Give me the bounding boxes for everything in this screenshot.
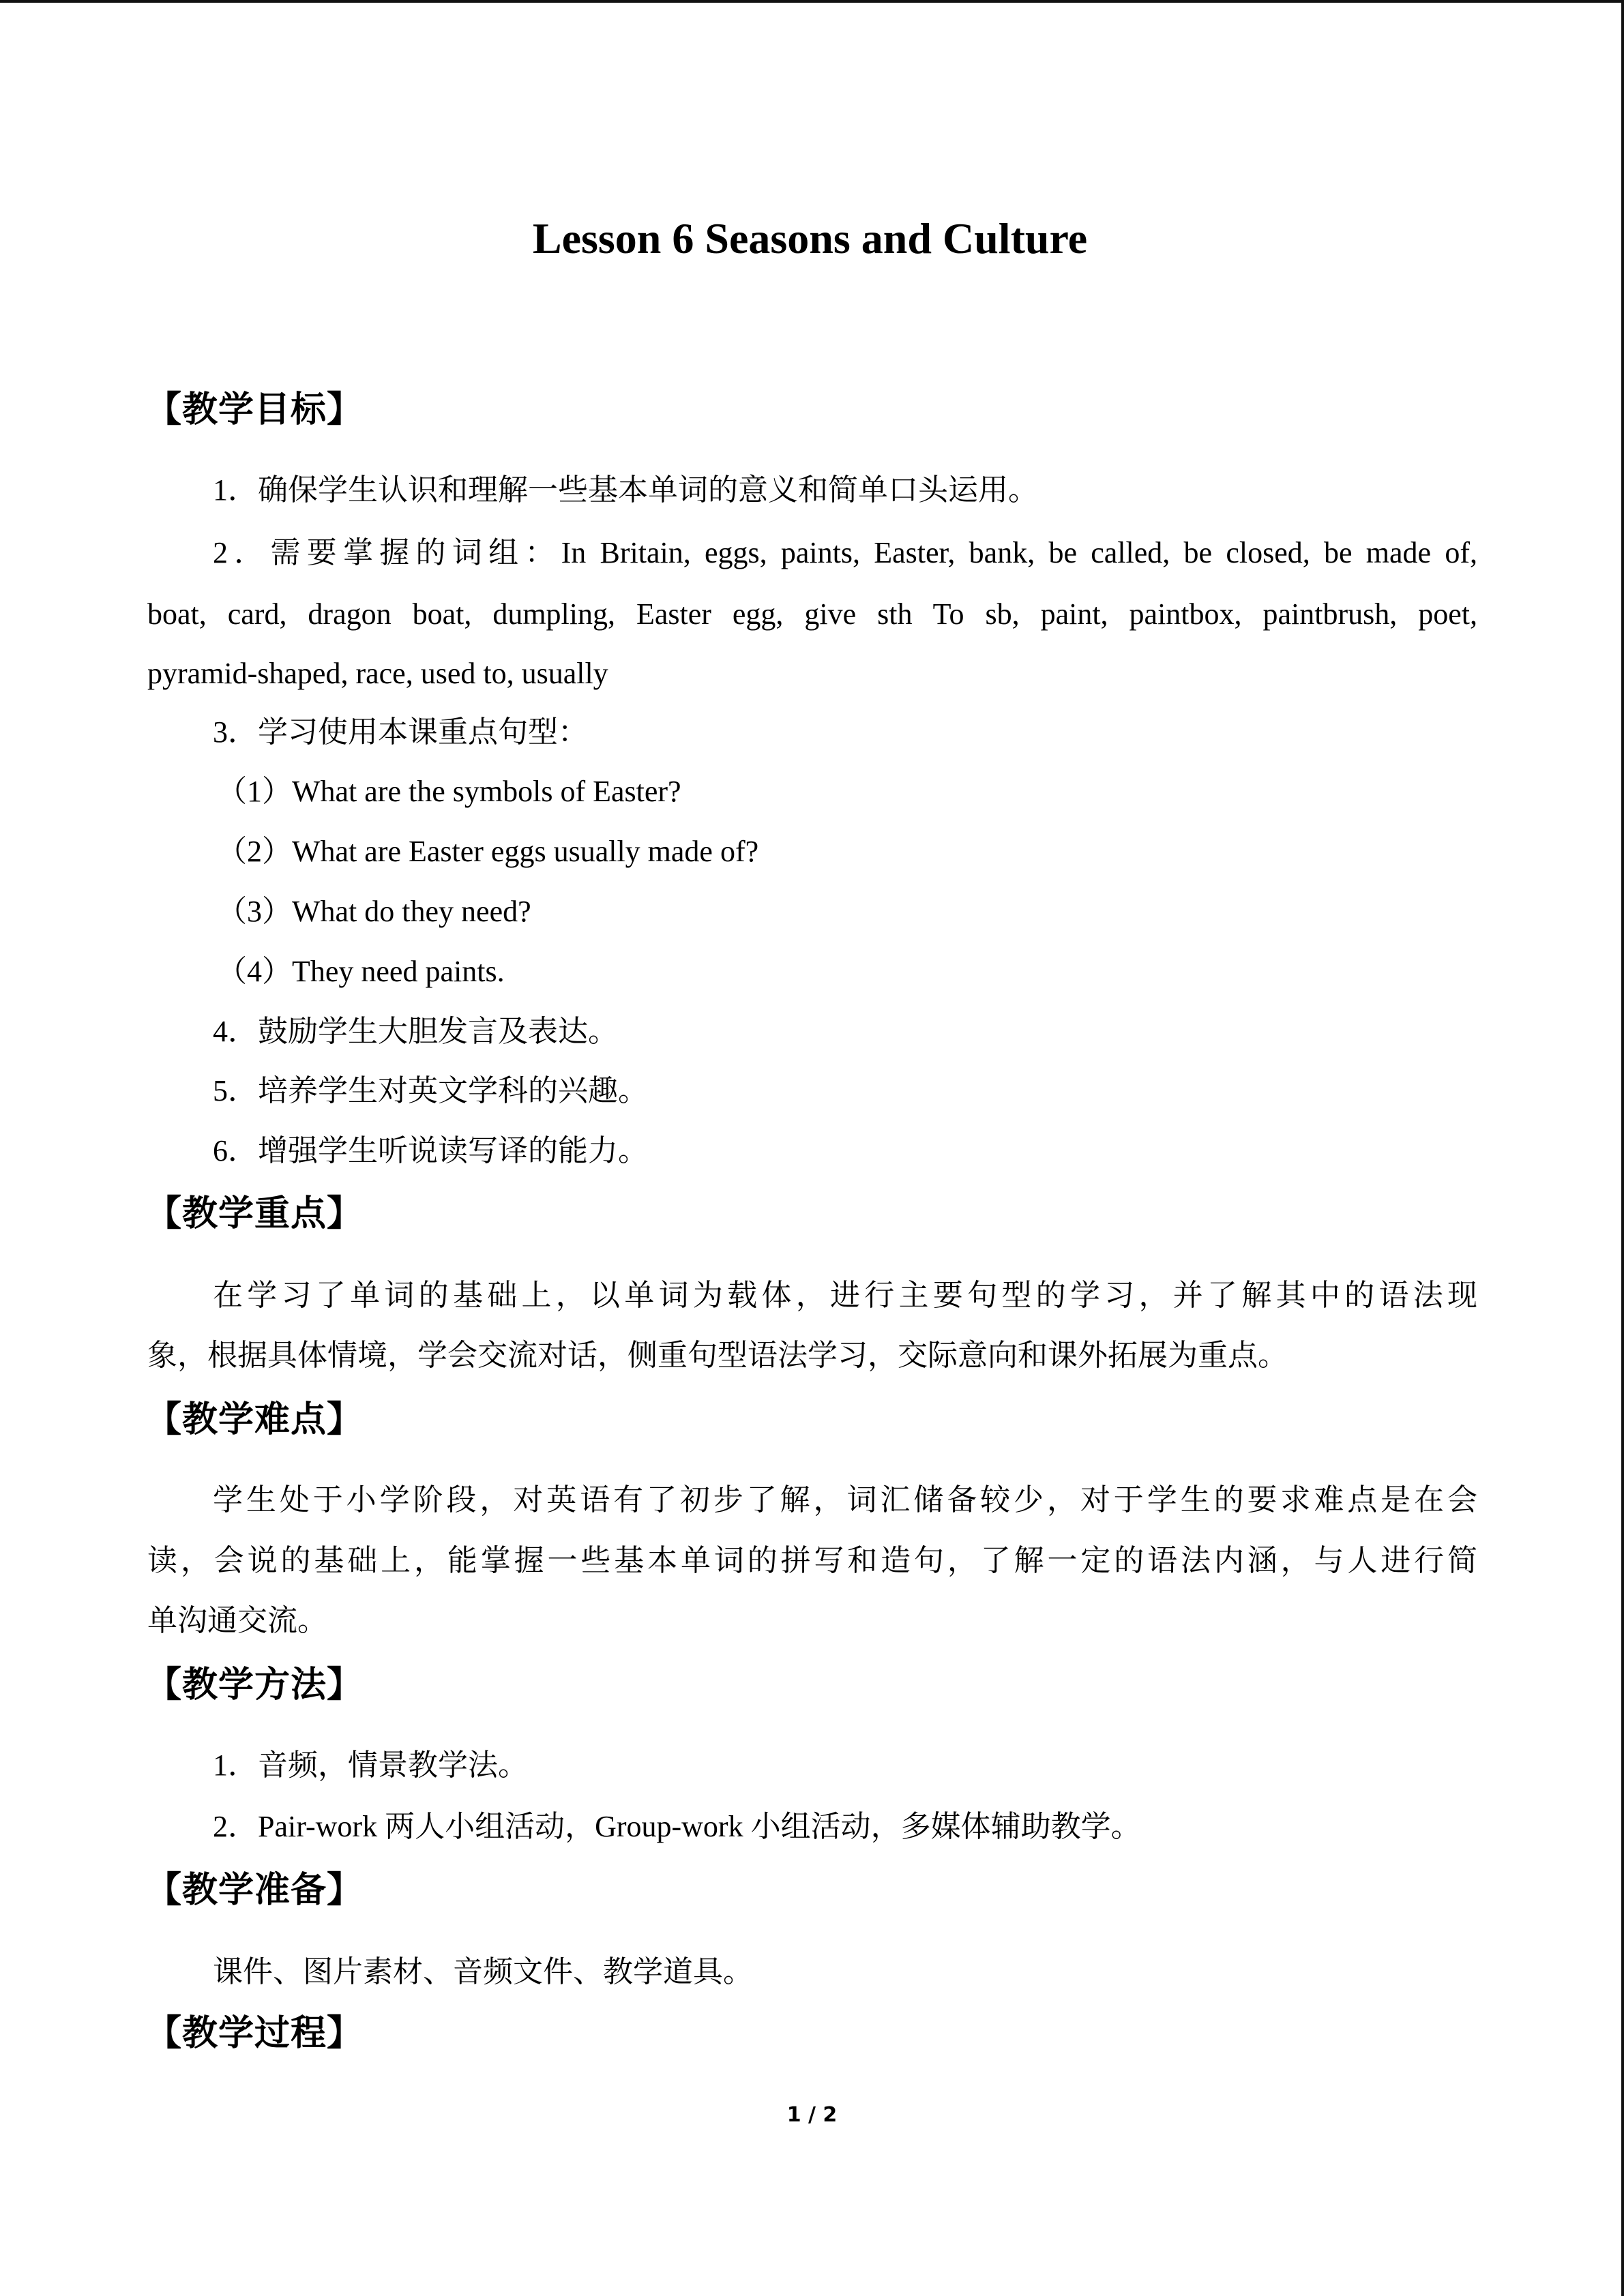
preparation-text: 课件、图片素材、音频文件、教学道具。	[213, 1955, 753, 1988]
objective-item-1: 1．确保学生认识和理解一些基本单词的意义和简单口头运用。	[213, 473, 1038, 507]
method-item-2: 2．Pair-work 两人小组活动，Group-work 小组活动，多媒体辅助教学。	[213, 1810, 1141, 1843]
objective-item-2-line-3: pyramid-shaped, race, used to, usually	[147, 657, 608, 690]
objective-item-3: 3．学习使用本课重点句型：	[213, 715, 588, 749]
sentence-pattern-3: （3）What do they need?	[217, 895, 531, 928]
section-heading-process: 【教学过程】	[146, 2013, 364, 2054]
objective-item-5: 5．培养学生对英文学科的兴趣。	[213, 1074, 648, 1107]
section-heading-objectives: 【教学目标】	[146, 389, 364, 430]
objective-item-2-line-2: boat, card, dragon boat, dumpling, Easter egg, give sth To sb, paint, paintbox, paintbrush, poet,	[147, 597, 1477, 631]
page-right-border	[1621, 0, 1624, 2296]
sentence-pattern-1: （1）What are the symbols of Easter?	[217, 775, 681, 808]
objective-item-4: 4．鼓励学生大胆发言及表达。	[213, 1015, 618, 1048]
method-item-1: 1．音频，情景教学法。	[213, 1748, 528, 1782]
section-heading-methods: 【教学方法】	[146, 1665, 364, 1705]
page-top-border	[0, 0, 1624, 3]
difficulties-line-3: 单沟通交流。	[147, 1604, 327, 1637]
sentence-pattern-2: （2）What are Easter eggs usually made of?	[217, 835, 759, 868]
document-title: Lesson 6 Seasons and Culture	[532, 214, 1088, 263]
objective-item-2-line-1: 2．需要掌握的词组：In Britain, eggs, paints, Easter, bank, be called, be closed, be made of,	[213, 536, 1477, 569]
section-heading-difficulties: 【教学难点】	[146, 1399, 364, 1440]
section-heading-key-points: 【教学重点】	[146, 1193, 364, 1234]
key-points-line-1: 在学习了单词的基础上，以单词为载体，进行主要句型的学习，并了解其中的语法现	[213, 1279, 1477, 1312]
objective-item-6: 6．增强学生听说读写译的能力。	[213, 1134, 648, 1167]
section-heading-preparation: 【教学准备】	[146, 1870, 364, 1911]
page-number: 1 / 2	[786, 2103, 838, 2127]
difficulties-line-2: 读，会说的基础上，能掌握一些基本单词的拼写和造句，了解一定的语法内涵，与人进行简	[147, 1544, 1477, 1577]
key-points-line-2: 象，根据具体情境，学会交流对话，侧重句型语法学习，交际意向和课外拓展为重点。	[147, 1339, 1288, 1372]
difficulties-line-1: 学生处于小学阶段，对英语有了初步了解，词汇储备较少，对于学生的要求难点是在会	[213, 1483, 1477, 1517]
sentence-pattern-4: （4）They need paints.	[217, 955, 505, 988]
